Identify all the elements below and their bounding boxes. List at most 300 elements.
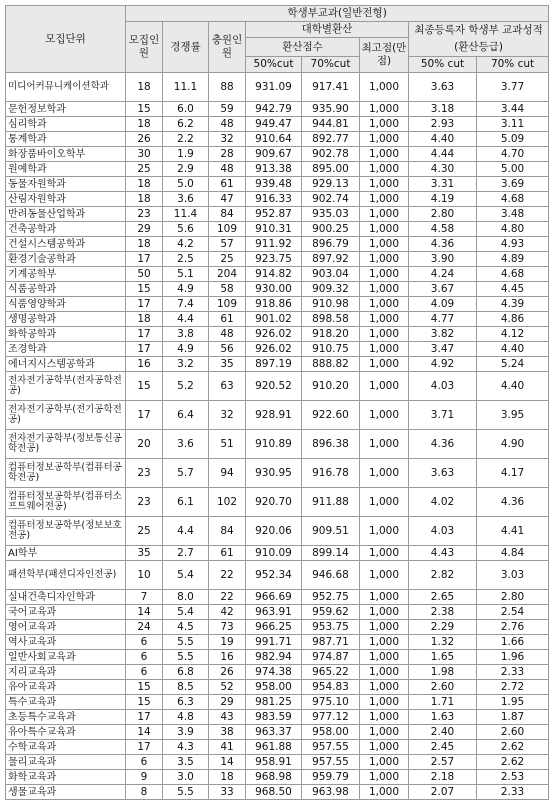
cell-grade-cut50: 3.18 [409, 102, 477, 117]
table-row [6, 312, 549, 327]
cell-filled: 204 [209, 267, 246, 282]
table-row [6, 635, 549, 650]
cell-max-score: 1,000 [360, 327, 409, 342]
cell-grade-cut70: 2.60 [477, 725, 549, 740]
cell-conv-cut70: 946.68 [302, 561, 360, 590]
cell-unit-name: 화장품바이오학부 [6, 147, 126, 162]
cell-quota: 18 [126, 177, 163, 192]
cell-conv-cut50: 910.31 [246, 222, 302, 237]
cell-competition-rate: 5.4 [163, 561, 209, 590]
cell-filled: 52 [209, 680, 246, 695]
cell-max-score: 1,000 [360, 561, 409, 590]
cell-unit-name: 문헌정보학과 [6, 102, 126, 117]
cell-max-score: 1,000 [360, 102, 409, 117]
cell-competition-rate: 5.5 [163, 650, 209, 665]
cell-grade-cut50: 4.43 [409, 546, 477, 561]
admission-results-table-wrapper [5, 5, 548, 800]
cell-conv-cut70: 909.32 [302, 282, 360, 297]
cell-max-score: 1,000 [360, 665, 409, 680]
cell-grade-cut70: 3.95 [477, 401, 549, 430]
cell-max-score: 1,000 [360, 252, 409, 267]
cell-quota: 6 [126, 755, 163, 770]
cell-filled: 56 [209, 342, 246, 357]
cell-competition-rate: 2.5 [163, 252, 209, 267]
cell-competition-rate: 2.7 [163, 546, 209, 561]
table-row [6, 297, 549, 312]
cell-filled: 61 [209, 546, 246, 561]
cell-competition-rate: 8.5 [163, 680, 209, 695]
cell-filled: 22 [209, 561, 246, 590]
cell-conv-cut70: 929.13 [302, 177, 360, 192]
cell-max-score: 1,000 [360, 267, 409, 282]
cell-grade-cut50: 3.90 [409, 252, 477, 267]
cell-competition-rate: 4.2 [163, 237, 209, 252]
cell-max-score: 1,000 [360, 237, 409, 252]
cell-conv-cut70: 974.87 [302, 650, 360, 665]
cell-conv-cut50: 961.88 [246, 740, 302, 755]
cell-grade-cut50: 4.19 [409, 192, 477, 207]
cell-conv-cut50: 909.67 [246, 147, 302, 162]
cell-conv-cut50: 963.37 [246, 725, 302, 740]
header-conv-cut70: 70%cut [302, 57, 360, 73]
cell-quota: 20 [126, 430, 163, 459]
cell-conv-cut50: 966.25 [246, 620, 302, 635]
cell-max-score: 1,000 [360, 297, 409, 312]
cell-grade-cut70: 4.39 [477, 297, 549, 312]
cell-grade-cut50: 1.63 [409, 710, 477, 725]
cell-filled: 84 [209, 517, 246, 546]
cell-conv-cut50: 910.64 [246, 132, 302, 147]
cell-grade-cut70: 3.69 [477, 177, 549, 192]
cell-conv-cut70: 977.12 [302, 710, 360, 725]
cell-filled: 26 [209, 665, 246, 680]
cell-conv-cut70: 902.78 [302, 147, 360, 162]
cell-unit-name: 유아특수교육과 [6, 725, 126, 740]
cell-conv-cut50: 952.34 [246, 561, 302, 590]
cell-max-score: 1,000 [360, 650, 409, 665]
cell-filled: 48 [209, 117, 246, 132]
cell-conv-cut50: 916.33 [246, 192, 302, 207]
cell-max-score: 1,000 [360, 488, 409, 517]
cell-quota: 18 [126, 192, 163, 207]
cell-unit-name: 화학교육과 [6, 770, 126, 785]
cell-unit-name: AI학부 [6, 546, 126, 561]
cell-quota: 23 [126, 488, 163, 517]
cell-conv-cut50: 926.02 [246, 327, 302, 342]
cell-max-score: 1,000 [360, 755, 409, 770]
cell-grade-cut70: 2.80 [477, 590, 549, 605]
table-row [6, 725, 549, 740]
cell-conv-cut70: 954.83 [302, 680, 360, 695]
header-max-score: 최고점(만점) [360, 38, 409, 73]
cell-filled: 61 [209, 177, 246, 192]
cell-grade-cut70: 4.89 [477, 252, 549, 267]
cell-filled: 25 [209, 252, 246, 267]
table-header [6, 6, 549, 73]
cell-grade-cut50: 3.47 [409, 342, 477, 357]
cell-conv-cut70: 918.20 [302, 327, 360, 342]
cell-filled: 47 [209, 192, 246, 207]
cell-grade-cut70: 4.86 [477, 312, 549, 327]
cell-grade-cut50: 4.40 [409, 132, 477, 147]
cell-max-score: 1,000 [360, 710, 409, 725]
table-row [6, 372, 549, 401]
cell-competition-rate: 11.1 [163, 73, 209, 102]
cell-grade-cut50: 2.57 [409, 755, 477, 770]
cell-grade-cut50: 4.30 [409, 162, 477, 177]
cell-conv-cut50: 920.06 [246, 517, 302, 546]
cell-grade-cut50: 2.38 [409, 605, 477, 620]
header-final-group: 최종등록자 학생부 교과성적 (환산등급) [409, 22, 549, 57]
cell-grade-cut70: 3.48 [477, 207, 549, 222]
cell-unit-name: 생명공학과 [6, 312, 126, 327]
cell-filled: 32 [209, 401, 246, 430]
cell-quota: 17 [126, 342, 163, 357]
cell-conv-cut70: 957.55 [302, 755, 360, 770]
cell-grade-cut50: 4.09 [409, 297, 477, 312]
cell-max-score: 1,000 [360, 680, 409, 695]
cell-quota: 17 [126, 252, 163, 267]
cell-filled: 18 [209, 770, 246, 785]
cell-filled: 48 [209, 162, 246, 177]
cell-conv-cut70: 897.92 [302, 252, 360, 267]
cell-grade-cut50: 2.40 [409, 725, 477, 740]
cell-max-score: 1,000 [360, 695, 409, 710]
cell-quota: 18 [126, 237, 163, 252]
cell-max-score: 1,000 [360, 430, 409, 459]
cell-conv-cut50: 928.91 [246, 401, 302, 430]
cell-grade-cut50: 2.65 [409, 590, 477, 605]
cell-filled: 84 [209, 207, 246, 222]
cell-grade-cut70: 1.66 [477, 635, 549, 650]
cell-conv-cut50: 974.38 [246, 665, 302, 680]
cell-conv-cut50: 958.00 [246, 680, 302, 695]
header-conv-cut50: 50%cut [246, 57, 302, 73]
cell-max-score: 1,000 [360, 546, 409, 561]
cell-grade-cut50: 4.03 [409, 517, 477, 546]
cell-conv-cut50: 963.91 [246, 605, 302, 620]
cell-unit-name: 지리교육과 [6, 665, 126, 680]
cell-grade-cut50: 2.80 [409, 207, 477, 222]
cell-conv-cut70: 895.00 [302, 162, 360, 177]
cell-grade-cut50: 3.82 [409, 327, 477, 342]
cell-quota: 7 [126, 590, 163, 605]
cell-max-score: 1,000 [360, 770, 409, 785]
cell-max-score: 1,000 [360, 725, 409, 740]
table-row [6, 207, 549, 222]
cell-competition-rate: 2.2 [163, 132, 209, 147]
table-row [6, 620, 549, 635]
cell-grade-cut50: 3.31 [409, 177, 477, 192]
cell-quota: 23 [126, 459, 163, 488]
cell-grade-cut50: 4.77 [409, 312, 477, 327]
cell-conv-cut70: 959.62 [302, 605, 360, 620]
cell-competition-rate: 3.8 [163, 327, 209, 342]
cell-grade-cut70: 4.41 [477, 517, 549, 546]
cell-quota: 15 [126, 695, 163, 710]
cell-conv-cut50: 930.95 [246, 459, 302, 488]
cell-filled: 58 [209, 282, 246, 297]
cell-grade-cut70: 4.90 [477, 430, 549, 459]
cell-grade-cut70: 3.77 [477, 73, 549, 102]
cell-conv-cut50: 901.02 [246, 312, 302, 327]
cell-grade-cut50: 4.24 [409, 267, 477, 282]
cell-grade-cut70: 2.76 [477, 620, 549, 635]
cell-conv-cut50: 981.25 [246, 695, 302, 710]
cell-max-score: 1,000 [360, 192, 409, 207]
cell-grade-cut70: 2.62 [477, 755, 549, 770]
cell-filled: 48 [209, 327, 246, 342]
cell-filled: 73 [209, 620, 246, 635]
cell-filled: 19 [209, 635, 246, 650]
cell-unit-name: 국어교육과 [6, 605, 126, 620]
table-row [6, 192, 549, 207]
cell-grade-cut70: 5.24 [477, 357, 549, 372]
cell-quota: 6 [126, 650, 163, 665]
cell-conv-cut70: 898.58 [302, 312, 360, 327]
cell-max-score: 1,000 [360, 73, 409, 102]
cell-unit-name: 전자전기공학부(전자공학전공) [6, 372, 126, 401]
cell-filled: 88 [209, 73, 246, 102]
cell-conv-cut70: 958.00 [302, 725, 360, 740]
cell-grade-cut50: 4.36 [409, 430, 477, 459]
cell-grade-cut70: 1.96 [477, 650, 549, 665]
cell-competition-rate: 3.2 [163, 357, 209, 372]
cell-conv-cut50: 931.09 [246, 73, 302, 102]
table-row [6, 282, 549, 297]
cell-quota: 15 [126, 102, 163, 117]
cell-grade-cut50: 2.18 [409, 770, 477, 785]
cell-grade-cut70: 3.11 [477, 117, 549, 132]
table-row [6, 459, 549, 488]
cell-conv-cut50: 920.70 [246, 488, 302, 517]
header-conv-score: 환산점수 [246, 38, 360, 57]
cell-unit-name: 초등특수교육과 [6, 710, 126, 725]
cell-unit-name: 화학공학과 [6, 327, 126, 342]
cell-unit-name: 역사교육과 [6, 635, 126, 650]
table-body [6, 73, 549, 800]
cell-unit-name: 원예학과 [6, 162, 126, 177]
cell-filled: 28 [209, 147, 246, 162]
cell-grade-cut70: 2.53 [477, 770, 549, 785]
cell-filled: 22 [209, 590, 246, 605]
cell-conv-cut70: 922.60 [302, 401, 360, 430]
table-row [6, 517, 549, 546]
cell-grade-cut70: 4.40 [477, 342, 549, 357]
cell-conv-cut50: 983.59 [246, 710, 302, 725]
cell-max-score: 1,000 [360, 590, 409, 605]
cell-quota: 10 [126, 561, 163, 590]
cell-unit-name: 전자전기공학부(정보통신공학전공) [6, 430, 126, 459]
cell-max-score: 1,000 [360, 282, 409, 297]
cell-unit-name: 조경학과 [6, 342, 126, 357]
cell-quota: 18 [126, 73, 163, 102]
cell-conv-cut50: 991.71 [246, 635, 302, 650]
cell-grade-cut70: 4.80 [477, 222, 549, 237]
cell-competition-rate: 4.9 [163, 282, 209, 297]
cell-quota: 30 [126, 147, 163, 162]
cell-grade-cut50: 1.32 [409, 635, 477, 650]
cell-conv-cut50: 942.79 [246, 102, 302, 117]
cell-grade-cut70: 2.54 [477, 605, 549, 620]
cell-quota: 26 [126, 132, 163, 147]
cell-grade-cut50: 4.44 [409, 147, 477, 162]
cell-grade-cut50: 4.03 [409, 372, 477, 401]
cell-unit-name: 환경기술공학과 [6, 252, 126, 267]
cell-unit-name: 수학교육과 [6, 740, 126, 755]
cell-competition-rate: 5.5 [163, 635, 209, 650]
cell-max-score: 1,000 [360, 132, 409, 147]
cell-conv-cut70: 910.20 [302, 372, 360, 401]
table-row [6, 401, 549, 430]
cell-conv-cut50: 930.00 [246, 282, 302, 297]
cell-competition-rate: 5.1 [163, 267, 209, 282]
cell-grade-cut70: 2.33 [477, 665, 549, 680]
cell-filled: 14 [209, 755, 246, 770]
cell-conv-cut50: 949.47 [246, 117, 302, 132]
header-final-cut70: 70% cut [477, 57, 549, 73]
cell-grade-cut50: 2.82 [409, 561, 477, 590]
cell-unit-name: 동물자원학과 [6, 177, 126, 192]
cell-grade-cut70: 4.45 [477, 282, 549, 297]
cell-grade-cut50: 4.92 [409, 357, 477, 372]
cell-conv-cut70: 910.98 [302, 297, 360, 312]
cell-grade-cut70: 4.36 [477, 488, 549, 517]
cell-competition-rate: 5.5 [163, 785, 209, 800]
cell-quota: 16 [126, 357, 163, 372]
cell-filled: 42 [209, 605, 246, 620]
cell-conv-cut50: 939.48 [246, 177, 302, 192]
table-row [6, 327, 549, 342]
table-row [6, 650, 549, 665]
cell-conv-cut50: 914.82 [246, 267, 302, 282]
cell-grade-cut70: 2.72 [477, 680, 549, 695]
cell-conv-cut50: 952.87 [246, 207, 302, 222]
cell-conv-cut70: 965.22 [302, 665, 360, 680]
cell-unit-name: 영어교육과 [6, 620, 126, 635]
cell-grade-cut50: 3.71 [409, 401, 477, 430]
cell-grade-cut70: 4.12 [477, 327, 549, 342]
cell-unit-name: 패션학부(패션디자인전공) [6, 561, 126, 590]
cell-unit-name: 식품영양학과 [6, 297, 126, 312]
cell-quota: 35 [126, 546, 163, 561]
cell-filled: 109 [209, 222, 246, 237]
cell-competition-rate: 4.4 [163, 312, 209, 327]
cell-max-score: 1,000 [360, 357, 409, 372]
cell-unit-name: 미디어커뮤니케이션학과 [6, 73, 126, 102]
cell-conv-cut50: 910.09 [246, 546, 302, 561]
table-row [6, 177, 549, 192]
cell-max-score: 1,000 [360, 605, 409, 620]
cell-quota: 50 [126, 267, 163, 282]
cell-grade-cut70: 2.62 [477, 740, 549, 755]
cell-competition-rate: 6.0 [163, 102, 209, 117]
cell-competition-rate: 6.3 [163, 695, 209, 710]
header-main-group: 학생부교과(일반전형) [126, 6, 549, 22]
cell-quota: 18 [126, 117, 163, 132]
cell-max-score: 1,000 [360, 117, 409, 132]
cell-unit-name: 식품공학과 [6, 282, 126, 297]
header-unit: 모집단위 [6, 6, 126, 73]
cell-competition-rate: 11.4 [163, 207, 209, 222]
cell-competition-rate: 5.6 [163, 222, 209, 237]
cell-quota: 14 [126, 725, 163, 740]
cell-max-score: 1,000 [360, 147, 409, 162]
cell-grade-cut50: 3.63 [409, 459, 477, 488]
cell-quota: 8 [126, 785, 163, 800]
table-row [6, 102, 549, 117]
cell-grade-cut70: 4.17 [477, 459, 549, 488]
cell-conv-cut70: 888.82 [302, 357, 360, 372]
cell-conv-cut50: 911.92 [246, 237, 302, 252]
cell-filled: 94 [209, 459, 246, 488]
cell-grade-cut70: 5.09 [477, 132, 549, 147]
table-row [6, 430, 549, 459]
cell-competition-rate: 3.0 [163, 770, 209, 785]
cell-grade-cut50: 2.29 [409, 620, 477, 635]
cell-conv-cut70: 909.51 [302, 517, 360, 546]
cell-filled: 63 [209, 372, 246, 401]
cell-competition-rate: 6.2 [163, 117, 209, 132]
cell-competition-rate: 1.9 [163, 147, 209, 162]
cell-quota: 17 [126, 401, 163, 430]
header-filled: 충원인원 [209, 22, 246, 73]
table-row [6, 222, 549, 237]
cell-grade-cut70: 3.44 [477, 102, 549, 117]
cell-filled: 43 [209, 710, 246, 725]
cell-conv-cut70: 899.14 [302, 546, 360, 561]
cell-competition-rate: 3.6 [163, 430, 209, 459]
cell-conv-cut50: 910.89 [246, 430, 302, 459]
cell-filled: 33 [209, 785, 246, 800]
table-row [6, 267, 549, 282]
cell-grade-cut50: 4.36 [409, 237, 477, 252]
cell-filled: 61 [209, 312, 246, 327]
cell-conv-cut50: 926.02 [246, 342, 302, 357]
cell-unit-name: 컴퓨터정보공학부(컴퓨터공학전공) [6, 459, 126, 488]
cell-conv-cut70: 910.75 [302, 342, 360, 357]
table-row [6, 546, 549, 561]
cell-quota: 25 [126, 162, 163, 177]
table-row [6, 770, 549, 785]
cell-unit-name: 유아교육과 [6, 680, 126, 695]
cell-competition-rate: 6.1 [163, 488, 209, 517]
cell-conv-cut50: 958.91 [246, 755, 302, 770]
cell-max-score: 1,000 [360, 372, 409, 401]
table-row [6, 590, 549, 605]
table-row [6, 132, 549, 147]
cell-conv-cut70: 896.38 [302, 430, 360, 459]
cell-conv-cut50: 918.86 [246, 297, 302, 312]
table-row [6, 73, 549, 102]
table-row [6, 740, 549, 755]
cell-competition-rate: 5.4 [163, 605, 209, 620]
cell-unit-name: 기계공학부 [6, 267, 126, 282]
cell-conv-cut50: 982.94 [246, 650, 302, 665]
cell-unit-name: 컴퓨터정보공학부(정보보호전공) [6, 517, 126, 546]
cell-conv-cut70: 975.10 [302, 695, 360, 710]
cell-grade-cut50: 3.63 [409, 73, 477, 102]
cell-unit-name: 전자전기공학부(전기공학전공) [6, 401, 126, 430]
cell-grade-cut50: 2.07 [409, 785, 477, 800]
cell-conv-cut50: 968.98 [246, 770, 302, 785]
cell-competition-rate: 6.8 [163, 665, 209, 680]
table-row [6, 695, 549, 710]
cell-conv-cut50: 920.52 [246, 372, 302, 401]
table-row [6, 252, 549, 267]
cell-max-score: 1,000 [360, 620, 409, 635]
cell-conv-cut70: 953.75 [302, 620, 360, 635]
